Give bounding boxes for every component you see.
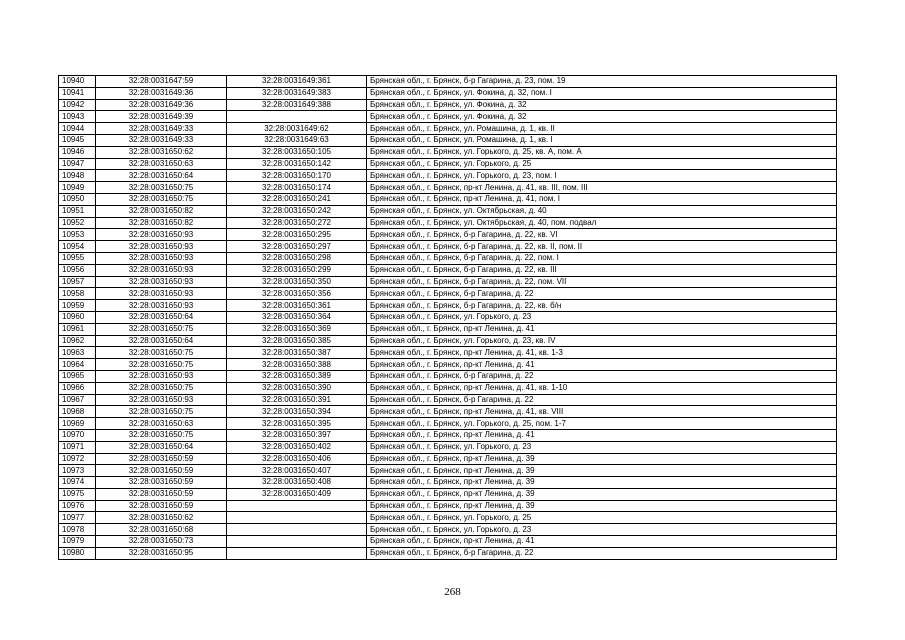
object-cadastral-number-cell: 32:28:0031650:241 (227, 193, 367, 205)
object-cadastral-number-cell: 32:28:0031650:407 (227, 465, 367, 477)
object-cadastral-number-cell: 32:28:0031650:364 (227, 311, 367, 323)
object-cadastral-number-cell: 32:28:0031650:387 (227, 347, 367, 359)
address-cell: Брянская обл., г. Брянск, ул. Фокина, д. 32 (367, 111, 837, 123)
land-cadastral-number-cell: 32:28:0031650:62 (96, 512, 227, 524)
row-number-cell: 10969 (59, 418, 96, 430)
land-cadastral-number-cell: 32:28:0031650:75 (96, 406, 227, 418)
row-number-cell: 10978 (59, 524, 96, 536)
address-cell: Брянская обл., г. Брянск, ул. Горького, д. 23 (367, 524, 837, 536)
row-number-cell: 10940 (59, 76, 96, 88)
land-cadastral-number-cell: 32:28:0031650:93 (96, 252, 227, 264)
table-row (59, 123, 837, 135)
table-row (59, 406, 837, 418)
land-cadastral-number-cell: 32:28:0031650:95 (96, 547, 227, 559)
row-number-cell: 10948 (59, 170, 96, 182)
object-cadastral-number-cell: 32:28:0031649:388 (227, 99, 367, 111)
table-row (59, 76, 837, 88)
land-cadastral-number-cell: 32:28:0031650:59 (96, 465, 227, 477)
land-cadastral-number-cell: 32:28:0031650:73 (96, 536, 227, 548)
land-cadastral-number-cell: 32:28:0031650:59 (96, 488, 227, 500)
object-cadastral-number-cell: 32:28:0031649:383 (227, 87, 367, 99)
address-cell: Брянская обл., г. Брянск, ул. Фокина, д. 32 (367, 99, 837, 111)
table-row (59, 335, 837, 347)
row-number-cell: 10962 (59, 335, 96, 347)
row-number-cell: 10941 (59, 87, 96, 99)
table-row (59, 488, 837, 500)
table-row (59, 382, 837, 394)
object-cadastral-number-cell: 32:28:0031649:63 (227, 134, 367, 146)
object-cadastral-number-cell: 32:28:0031650:142 (227, 158, 367, 170)
address-cell: Брянская обл., г. Брянск, б-р Гагарина, д. 22 (367, 547, 837, 559)
object-cadastral-number-cell: 32:28:0031650:350 (227, 276, 367, 288)
land-cadastral-number-cell: 32:28:0031649:36 (96, 99, 227, 111)
object-cadastral-number-cell: 32:28:0031650:397 (227, 429, 367, 441)
table-row (59, 512, 837, 524)
table-row (59, 465, 837, 477)
object-cadastral-number-cell: 32:28:0031650:272 (227, 217, 367, 229)
land-cadastral-number-cell: 32:28:0031649:33 (96, 134, 227, 146)
address-cell: Брянская обл., г. Брянск, пр-кт Ленина, д. 39 (367, 477, 837, 489)
address-cell: Брянская обл., г. Брянск, ул. Октябрьская, д. 40 (367, 205, 837, 217)
object-cadastral-number-cell: 32:28:0031650:356 (227, 288, 367, 300)
address-cell: Брянская обл., г. Брянск, пр-кт Ленина, д. 41 (367, 536, 837, 548)
object-cadastral-number-cell (227, 536, 367, 548)
row-number-cell: 10963 (59, 347, 96, 359)
land-cadastral-number-cell: 32:28:0031650:93 (96, 229, 227, 241)
address-cell: Брянская обл., г. Брянск, ул. Октябрьская, д. 40, пом. подвал (367, 217, 837, 229)
address-cell: Брянская обл., г. Брянск, пр-кт Ленина, д. 39 (367, 465, 837, 477)
row-number-cell: 10961 (59, 323, 96, 335)
land-cadastral-number-cell: 32:28:0031650:93 (96, 276, 227, 288)
address-cell: Брянская обл., г. Брянск, ул. Горького, д. 25, пом. 1-7 (367, 418, 837, 430)
land-cadastral-number-cell: 32:28:0031650:68 (96, 524, 227, 536)
row-number-cell: 10968 (59, 406, 96, 418)
table-row (59, 134, 837, 146)
row-number-cell: 10966 (59, 382, 96, 394)
land-cadastral-number-cell: 32:28:0031650:75 (96, 182, 227, 194)
table-row (59, 87, 837, 99)
land-cadastral-number-cell: 32:28:0031650:75 (96, 347, 227, 359)
table-row (59, 536, 837, 548)
object-cadastral-number-cell: 32:28:0031649:361 (227, 76, 367, 88)
address-cell: Брянская обл., г. Брянск, ул. Горького, д. 23 (367, 441, 837, 453)
address-cell: Брянская обл., г. Брянск, б-р Гагарина, д. 22, кв. б/н (367, 300, 837, 312)
land-cadastral-number-cell: 32:28:0031650:59 (96, 453, 227, 465)
land-cadastral-number-cell: 32:28:0031650:93 (96, 394, 227, 406)
address-cell: Брянская обл., г. Брянск, б-р Гагарина, д. 22, кв. VI (367, 229, 837, 241)
row-number-cell: 10946 (59, 146, 96, 158)
table-row (59, 99, 837, 111)
row-number-cell: 10950 (59, 193, 96, 205)
object-cadastral-number-cell: 32:28:0031649:62 (227, 123, 367, 135)
address-cell: Брянская обл., г. Брянск, б-р Гагарина, д. 23, пом. 19 (367, 76, 837, 88)
object-cadastral-number-cell (227, 111, 367, 123)
table-row (59, 453, 837, 465)
object-cadastral-number-cell: 32:28:0031650:391 (227, 394, 367, 406)
land-cadastral-number-cell: 32:28:0031650:82 (96, 217, 227, 229)
row-number-cell: 10945 (59, 134, 96, 146)
table-row (59, 370, 837, 382)
land-cadastral-number-cell: 32:28:0031649:36 (96, 87, 227, 99)
address-cell: Брянская обл., г. Брянск, ул. Горького, д. 25 (367, 512, 837, 524)
land-cadastral-number-cell: 32:28:0031650:75 (96, 323, 227, 335)
address-cell: Брянская обл., г. Брянск, ул. Ромашина, д. 1, кв. II (367, 123, 837, 135)
address-cell: Брянская обл., г. Брянск, ул. Ромашина, д. 1, кв. I (367, 134, 837, 146)
land-cadastral-number-cell: 32:28:0031647:59 (96, 76, 227, 88)
address-cell: Брянская обл., г. Брянск, б-р Гагарина, д. 22, кв. III (367, 264, 837, 276)
table-row (59, 500, 837, 512)
table-row (59, 323, 837, 335)
land-cadastral-number-cell: 32:28:0031649:39 (96, 111, 227, 123)
table-row (59, 217, 837, 229)
row-number-cell: 10955 (59, 252, 96, 264)
row-number-cell: 10967 (59, 394, 96, 406)
address-cell: Брянская обл., г. Брянск, б-р Гагарина, д. 22, пом. I (367, 252, 837, 264)
address-cell: Брянская обл., г. Брянск, ул. Фокина, д. 32, пом. I (367, 87, 837, 99)
row-number-cell: 10942 (59, 99, 96, 111)
land-cadastral-number-cell: 32:28:0031650:75 (96, 193, 227, 205)
row-number-cell: 10953 (59, 229, 96, 241)
table-row (59, 359, 837, 371)
address-cell: Брянская обл., г. Брянск, пр-кт Ленина, д. 41, пом. I (367, 193, 837, 205)
row-number-cell: 10965 (59, 370, 96, 382)
object-cadastral-number-cell (227, 547, 367, 559)
page-number: 268 (444, 586, 461, 598)
row-number-cell: 10957 (59, 276, 96, 288)
table-row (59, 311, 837, 323)
object-cadastral-number-cell: 32:28:0031650:388 (227, 359, 367, 371)
object-cadastral-number-cell: 32:28:0031650:361 (227, 300, 367, 312)
address-cell: Брянская обл., г. Брянск, б-р Гагарина, д. 22 (367, 288, 837, 300)
table-row (59, 276, 837, 288)
row-number-cell: 10947 (59, 158, 96, 170)
object-cadastral-number-cell: 32:28:0031650:295 (227, 229, 367, 241)
row-number-cell: 10944 (59, 123, 96, 135)
object-cadastral-number-cell: 32:28:0031650:299 (227, 264, 367, 276)
table-row (59, 158, 837, 170)
land-cadastral-number-cell: 32:28:0031650:93 (96, 288, 227, 300)
object-cadastral-number-cell: 32:28:0031650:406 (227, 453, 367, 465)
row-number-cell: 10958 (59, 288, 96, 300)
table-row (59, 205, 837, 217)
address-cell: Брянская обл., г. Брянск, пр-кт Ленина, д. 41, кв. VIII (367, 406, 837, 418)
address-cell: Брянская обл., г. Брянск, ул. Горького, д. 23, кв. IV (367, 335, 837, 347)
registry-table-body (59, 76, 837, 560)
row-number-cell: 10952 (59, 217, 96, 229)
row-number-cell: 10976 (59, 500, 96, 512)
land-cadastral-number-cell: 32:28:0031650:93 (96, 370, 227, 382)
address-cell: Брянская обл., г. Брянск, пр-кт Ленина, д. 41, кв. III, пом. III (367, 182, 837, 194)
object-cadastral-number-cell: 32:28:0031650:242 (227, 205, 367, 217)
address-cell: Брянская обл., г. Брянск, ул. Горького, д. 25 (367, 158, 837, 170)
table-row (59, 347, 837, 359)
land-cadastral-number-cell: 32:28:0031650:82 (96, 205, 227, 217)
row-number-cell: 10975 (59, 488, 96, 500)
table-row (59, 170, 837, 182)
table-row (59, 264, 837, 276)
address-cell: Брянская обл., г. Брянск, пр-кт Ленина, д. 41 (367, 323, 837, 335)
table-row (59, 182, 837, 194)
row-number-cell: 10951 (59, 205, 96, 217)
object-cadastral-number-cell (227, 512, 367, 524)
table-row (59, 441, 837, 453)
table-row (59, 241, 837, 253)
object-cadastral-number-cell: 32:28:0031650:395 (227, 418, 367, 430)
address-cell: Брянская обл., г. Брянск, пр-кт Ленина, д. 39 (367, 488, 837, 500)
table-row (59, 418, 837, 430)
table-row (59, 429, 837, 441)
address-cell: Брянская обл., г. Брянск, б-р Гагарина, д. 22, пом. VII (367, 276, 837, 288)
land-cadastral-number-cell: 32:28:0031650:64 (96, 170, 227, 182)
address-cell: Брянская обл., г. Брянск, пр-кт Ленина, д. 39 (367, 500, 837, 512)
land-cadastral-number-cell: 32:28:0031649:33 (96, 123, 227, 135)
object-cadastral-number-cell: 32:28:0031650:298 (227, 252, 367, 264)
address-cell: Брянская обл., г. Брянск, ул. Горького, д. 23 (367, 311, 837, 323)
land-cadastral-number-cell: 32:28:0031650:64 (96, 335, 227, 347)
address-cell: Брянская обл., г. Брянск, пр-кт Ленина, д. 39 (367, 453, 837, 465)
object-cadastral-number-cell (227, 500, 367, 512)
address-cell: Брянская обл., г. Брянск, б-р Гагарина, д. 22, кв. II, пом. II (367, 241, 837, 253)
table-row (59, 300, 837, 312)
row-number-cell: 10977 (59, 512, 96, 524)
object-cadastral-number-cell: 32:28:0031650:297 (227, 241, 367, 253)
row-number-cell: 10970 (59, 429, 96, 441)
land-cadastral-number-cell: 32:28:0031650:75 (96, 429, 227, 441)
address-cell: Брянская обл., г. Брянск, б-р Гагарина, д. 22 (367, 370, 837, 382)
table-row (59, 394, 837, 406)
table-row (59, 252, 837, 264)
row-number-cell: 10960 (59, 311, 96, 323)
land-cadastral-number-cell: 32:28:0031650:93 (96, 241, 227, 253)
object-cadastral-number-cell: 32:28:0031650:389 (227, 370, 367, 382)
row-number-cell: 10979 (59, 536, 96, 548)
row-number-cell: 10972 (59, 453, 96, 465)
land-cadastral-number-cell: 32:28:0031650:62 (96, 146, 227, 158)
table-row (59, 193, 837, 205)
address-cell: Брянская обл., г. Брянск, ул. Горького, д. 25, кв. А, пом. А (367, 146, 837, 158)
object-cadastral-number-cell: 32:28:0031650:105 (227, 146, 367, 158)
table-row (59, 477, 837, 489)
table-row (59, 111, 837, 123)
address-cell: Брянская обл., г. Брянск, пр-кт Ленина, д. 41, кв. 1-10 (367, 382, 837, 394)
land-cadastral-number-cell: 32:28:0031650:63 (96, 418, 227, 430)
table-row (59, 288, 837, 300)
address-cell: Брянская обл., г. Брянск, пр-кт Ленина, д. 41 (367, 359, 837, 371)
row-number-cell: 10954 (59, 241, 96, 253)
address-cell: Брянская обл., г. Брянск, пр-кт Ленина, д. 41, кв. 1-3 (367, 347, 837, 359)
object-cadastral-number-cell: 32:28:0031650:369 (227, 323, 367, 335)
land-cadastral-number-cell: 32:28:0031650:63 (96, 158, 227, 170)
object-cadastral-number-cell: 32:28:0031650:170 (227, 170, 367, 182)
land-cadastral-number-cell: 32:28:0031650:59 (96, 500, 227, 512)
object-cadastral-number-cell: 32:28:0031650:408 (227, 477, 367, 489)
object-cadastral-number-cell (227, 524, 367, 536)
table-row (59, 146, 837, 158)
property-registry-table (58, 75, 837, 560)
land-cadastral-number-cell: 32:28:0031650:93 (96, 264, 227, 276)
object-cadastral-number-cell: 32:28:0031650:390 (227, 382, 367, 394)
address-cell: Брянская обл., г. Брянск, пр-кт Ленина, д. 41 (367, 429, 837, 441)
object-cadastral-number-cell: 32:28:0031650:402 (227, 441, 367, 453)
row-number-cell: 10964 (59, 359, 96, 371)
land-cadastral-number-cell: 32:28:0031650:59 (96, 477, 227, 489)
land-cadastral-number-cell: 32:28:0031650:64 (96, 441, 227, 453)
row-number-cell: 10980 (59, 547, 96, 559)
table-row (59, 547, 837, 559)
object-cadastral-number-cell: 32:28:0031650:394 (227, 406, 367, 418)
table-row (59, 229, 837, 241)
object-cadastral-number-cell: 32:28:0031650:409 (227, 488, 367, 500)
row-number-cell: 10956 (59, 264, 96, 276)
address-cell: Брянская обл., г. Брянск, б-р Гагарина, д. 22 (367, 394, 837, 406)
row-number-cell: 10973 (59, 465, 96, 477)
object-cadastral-number-cell: 32:28:0031650:385 (227, 335, 367, 347)
land-cadastral-number-cell: 32:28:0031650:75 (96, 359, 227, 371)
land-cadastral-number-cell: 32:28:0031650:64 (96, 311, 227, 323)
land-cadastral-number-cell: 32:28:0031650:75 (96, 382, 227, 394)
row-number-cell: 10943 (59, 111, 96, 123)
row-number-cell: 10959 (59, 300, 96, 312)
address-cell: Брянская обл., г. Брянск, ул. Горького, д. 23, пом. I (367, 170, 837, 182)
row-number-cell: 10949 (59, 182, 96, 194)
row-number-cell: 10974 (59, 477, 96, 489)
table-row (59, 524, 837, 536)
object-cadastral-number-cell: 32:28:0031650:174 (227, 182, 367, 194)
land-cadastral-number-cell: 32:28:0031650:93 (96, 300, 227, 312)
row-number-cell: 10971 (59, 441, 96, 453)
